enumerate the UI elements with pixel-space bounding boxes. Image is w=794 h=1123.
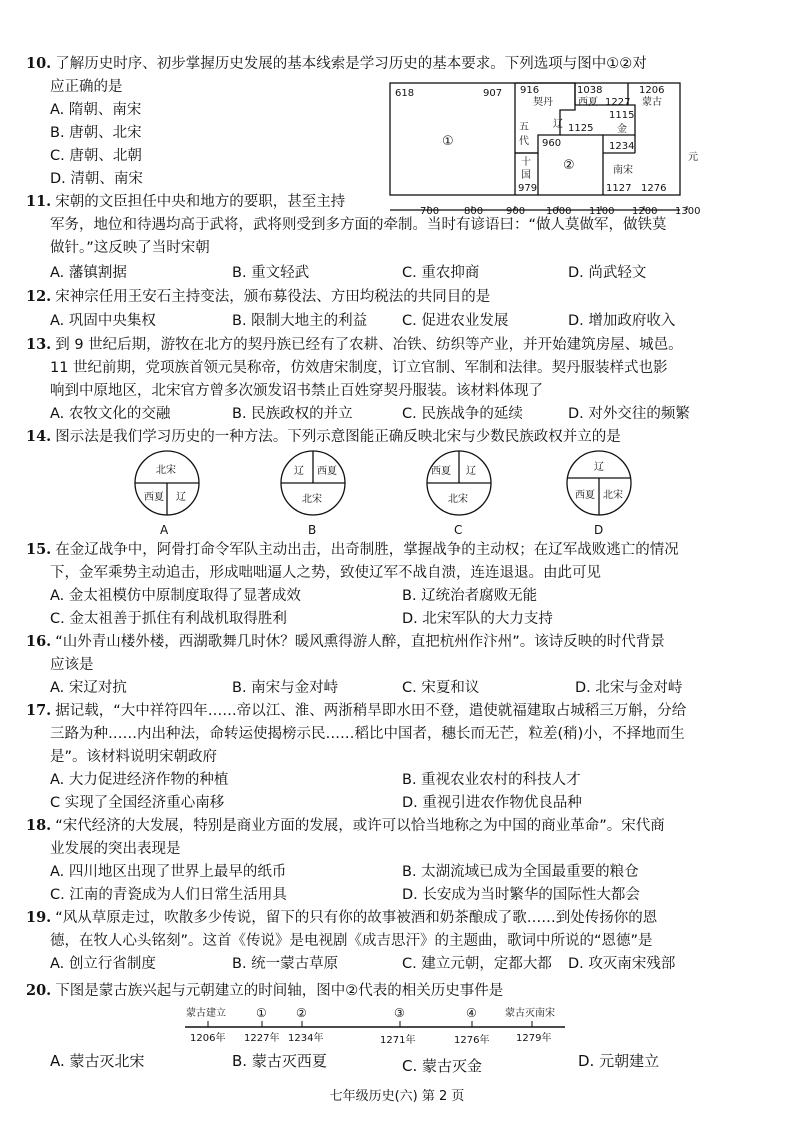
q12-option-b: B. 限制大地主的利益 <box>232 313 368 329</box>
q17-number: 17. <box>26 702 52 719</box>
chart-label-960: 960 <box>542 138 562 149</box>
q17-stem-line1 <box>26 700 686 722</box>
q16-stem-line2: 应该是 <box>50 657 94 673</box>
q11-number: 11. <box>26 193 52 210</box>
chart-label-shi: 十 <box>521 157 531 168</box>
q19-stem-line2: 德，在牧人心头铭刻”。这首《传说》是电视剧《成吉思汗》的主题曲，歌词中所说的“恩德”是 <box>50 933 653 949</box>
q14-stem1: 图示法是我们学习历史的一种方法。下列示意图能正确反映北宋与少数民族政权并立的是 <box>55 429 621 445</box>
q10-number: 10. <box>26 55 52 72</box>
q10-option-a: A. 隋朝、南宋 <box>50 102 142 118</box>
q15-option-b: B. 辽统治者腐败无能 <box>402 588 538 604</box>
q19-number: 19. <box>26 909 52 926</box>
timeline-top-2: ② <box>296 1006 307 1020</box>
chart-label-1234: 1234 <box>609 141 635 152</box>
q17-option-c: C 实现了全国经济重心南移 <box>50 795 225 811</box>
chart-label-menggu: 蒙古 <box>642 97 662 108</box>
q20-stem-line1 <box>26 980 503 1002</box>
q11-option-d: D. 尚武轻文 <box>568 265 647 281</box>
q17-option-d: D. 重视引进农作物优良品种 <box>402 795 582 811</box>
q18-stem-line2: 业发展的突出表现是 <box>50 841 181 857</box>
q19-option-a: A. 创立行省制度 <box>50 956 156 972</box>
timeline-year-1276: 1276年 <box>454 1035 490 1046</box>
diagram-b-bottom: 北宋 <box>302 494 322 505</box>
axis-tick-1300: 1300 <box>675 206 701 217</box>
timeline-year-1227: 1227年 <box>244 1033 280 1044</box>
q20-option-d: D. 元朝建立 <box>578 1052 660 1070</box>
chart-label-circle-1: ① <box>442 134 454 149</box>
q10-stem1: 了解历史时序、初步掌握历史发展的基本线索是学习历史的基本要求。下列选项与图中①②对 <box>55 56 647 72</box>
diagram-d-top: 辽 <box>594 462 604 473</box>
q11-stem1: 宋朝的文臣担任中央和地方的要职，甚至主持 <box>55 194 346 210</box>
diagram-a-bottom-right: 辽 <box>176 492 186 503</box>
q15-stem-line2: 下，金军乘势主动追击，形成咄咄逼人之势，致使辽军不战自溃，连连退退。由此可见 <box>50 565 601 581</box>
diagram-c-letter: C <box>454 523 463 537</box>
q14-diagrams <box>120 448 660 540</box>
timeline-year-1206: 1206年 <box>190 1033 226 1044</box>
timeline-top-mongol-destroys-song: 蒙古灭南宋 <box>505 1008 555 1019</box>
q18-option-c: C. 江南的青瓷成为人们日常生活用具 <box>50 887 287 903</box>
q17-stem-line3: 是”。该材料说明宋朝政府 <box>50 749 218 765</box>
q14-stem-line1 <box>26 426 621 448</box>
q20-option-c: C. 蒙古灭金 <box>402 1057 483 1075</box>
q16-option-c: C. 宋夏和议 <box>402 680 480 696</box>
chart-label-liao: 辽 <box>553 119 563 130</box>
q12-option-c: C. 促进农业发展 <box>402 313 509 329</box>
timeline-year-1271: 1271年 <box>380 1035 416 1046</box>
timeline-year-1234: 1234年 <box>288 1033 324 1044</box>
q17-stem-line2: 三路为种……内出种法，命转运使揭榜示民……稻比中国者，穗长而无芒，粒差(稍)小，不择地而生 <box>50 726 685 742</box>
q16-stem-line1 <box>26 631 665 653</box>
chart-label-618: 618 <box>395 88 415 99</box>
axis-tick-1200: 1200 <box>632 206 658 217</box>
q10-dynasty-chart <box>385 80 710 220</box>
q13-option-a: A. 农牧文化的交融 <box>50 406 171 422</box>
q18-stem-line1 <box>26 815 665 837</box>
timeline-top-mongol-founded: 蒙古建立 <box>186 1008 226 1019</box>
q12-number: 12. <box>26 288 52 305</box>
diagram-c-top-right: 辽 <box>466 466 476 477</box>
q15-stem1: 在金辽战争中，阿骨打命令军队主动出击，出奇制胜，掌握战争的主动权；在辽军战败逃亡的情况 <box>55 542 679 558</box>
q17-stem1: 据记载，“大中祥符四年……帝以江、淮、两浙稍旱即水田不登，遣使就福建取占城稻三万斛，分给 <box>55 703 687 719</box>
page-footer: 七年级历史(六) 第 2 页 <box>329 1089 465 1104</box>
q12-option-a: A. 巩固中央集权 <box>50 313 156 329</box>
q14-number: 14. <box>26 428 52 445</box>
diagram-b-top-left: 辽 <box>294 466 304 477</box>
q19-option-d: D. 攻灭南宋残部 <box>568 956 676 972</box>
axis-tick-700: 700 <box>420 206 440 217</box>
q11-stem-line3: 做针。”这反映了当时宋朝 <box>50 240 210 256</box>
diagram-d-bottom-right: 北宋 <box>603 490 623 501</box>
q18-option-a: A. 四川地区出现了世界上最早的纸币 <box>50 864 287 880</box>
chart-label-1125: 1125 <box>568 123 594 134</box>
chart-label-907: 907 <box>483 88 503 99</box>
chart-label-1127: 1127 <box>606 183 632 194</box>
q15-option-c: C. 金太祖善于抓住有利战机取得胜利 <box>50 611 287 627</box>
diagram-c-top-left: 西夏 <box>431 466 451 477</box>
q19-stem1: “风从草原走过，吹散多少传说，留下的只有你的故事被酒和奶茶酿成了歌……到处传扬你的恩 <box>55 910 658 926</box>
chart-label-916: 916 <box>520 85 540 96</box>
q11-option-a: A. 藩镇割据 <box>50 265 127 281</box>
q20-option-b: B. 蒙古灭西夏 <box>232 1052 327 1070</box>
chart-label-1276: 1276 <box>641 183 667 194</box>
q17-option-a: A. 大力促进经济作物的种植 <box>50 772 229 788</box>
diagram-c-bottom: 北宋 <box>448 494 468 505</box>
timeline-year-1279: 1279年 <box>516 1033 552 1044</box>
q10-option-d: D. 清朝、南宋 <box>50 171 143 187</box>
q15-stem-line1 <box>26 539 679 561</box>
chart-label-dai: 代 <box>519 136 529 147</box>
diagram-b-top-right: 西夏 <box>317 466 337 477</box>
chart-label-nansong: 南宋 <box>613 165 633 176</box>
q16-option-d: D. 北宋与金对峙 <box>575 680 683 696</box>
diagram-b-letter: B <box>308 523 317 537</box>
timeline-top-3: ③ <box>394 1006 405 1020</box>
diagram-d-letter: D <box>594 523 604 537</box>
q13-number: 13. <box>26 336 52 353</box>
q13-stem-line2: 11 世纪前期，党项族首领元昊称帝，仿效唐宋制度，订立官制、军制和法律。契丹服装样式也影 <box>50 360 668 376</box>
chart-label-979: 979 <box>518 183 538 194</box>
chart-label-1115: 1115 <box>609 110 635 121</box>
chart-label-1227: 1227 <box>605 97 631 108</box>
q18-stem1: “宋代经济的大发展，特别是商业方面的发展，或许可以恰当地称之为中国的商业革命”。宋代商 <box>55 818 665 834</box>
q12-stem1: 宋神宗任用王安石主持变法，颁布募役法、方田均税法的共同目的是 <box>55 289 491 305</box>
q17-option-b: B. 重视农业农村的科技人才 <box>402 772 581 788</box>
q20-timeline <box>180 1003 570 1051</box>
chart-label-jin: 金 <box>617 124 627 135</box>
q15-number: 15. <box>26 541 52 558</box>
q19-stem-line1 <box>26 907 657 929</box>
q20-number: 20. <box>26 982 52 999</box>
axis-tick-1100: 1100 <box>589 206 615 217</box>
chart-label-yuan: 元 <box>688 152 698 163</box>
diagram-a-top: 北宋 <box>156 465 176 476</box>
q16-option-a: A. 宋辽对抗 <box>50 680 127 696</box>
axis-tick-800: 800 <box>464 206 484 217</box>
axis-tick-900: 900 <box>506 206 526 217</box>
q13-option-c: C. 民族战争的延续 <box>402 406 523 422</box>
q15-option-d: D. 北宋军队的大力支持 <box>402 611 553 627</box>
q11-stem-line2: 军务，地位和待遇均高于武将，武将则受到多方面的牵制。当时有谚语曰：“做人莫做军，做铁莫 <box>50 217 667 233</box>
q13-stem1: 到 9 世纪后期，游牧在北方的契丹族已经有了农耕、冶铁、纺织等产业，并开始建筑房屋、城邑。 <box>55 337 683 353</box>
q11-stem-line1 <box>26 191 345 213</box>
q19-option-b: B. 统一蒙古草原 <box>232 956 339 972</box>
q10-option-b: B. 唐朝、北宋 <box>50 125 142 141</box>
q12-option-d: D. 增加政府收入 <box>568 313 676 329</box>
q18-number: 18. <box>26 817 52 834</box>
q16-option-b: B. 南宋与金对峙 <box>232 680 339 696</box>
q20-stem1: 下图是蒙古族兴起与元朝建立的时间轴，图中②代表的相关历史事件是 <box>55 983 504 999</box>
diagram-a-bottom-left: 西夏 <box>144 492 164 503</box>
q18-option-d: D. 长安成为当时繁华的国际性大都会 <box>402 887 640 903</box>
timeline-top-4: ④ <box>466 1006 477 1020</box>
diagram-d-bottom-left: 西夏 <box>575 490 595 501</box>
chart-label-guo: 国 <box>521 170 531 181</box>
q11-option-b: B. 重文轻武 <box>232 265 310 281</box>
chart-label-circle-2: ② <box>563 158 575 173</box>
diagram-a-letter: A <box>160 523 169 537</box>
q10-stem-line2: 应正确的是 <box>50 79 123 95</box>
q16-stem1: “山外青山楼外楼，西湖歌舞几时休？暖风熏得游人醉，直把杭州作汴州”。该诗反映的时代背景 <box>55 634 665 650</box>
chart-label-wu: 五 <box>519 122 529 133</box>
chart-label-1038: 1038 <box>577 85 603 96</box>
q13-option-d: D. 对外交往的频繁 <box>568 406 690 422</box>
q11-option-c: C. 重农抑商 <box>402 265 480 281</box>
q13-stem-line3: 响到中原地区，北宋官方曾多次颁发诏书禁止百姓穿契丹服装。该材料体现了 <box>50 383 543 399</box>
q20-option-a: A. 蒙古灭北宋 <box>50 1052 145 1070</box>
q10-stem-line1 <box>26 53 647 75</box>
q18-option-b: B. 太湖流域已成为全国最重要的粮仓 <box>402 864 639 880</box>
chart-label-xixia: 西夏 <box>578 97 598 108</box>
chart-label-qidan: 契丹 <box>533 97 553 108</box>
q10-option-c: C. 唐朝、北朝 <box>50 148 142 164</box>
chart-label-1206: 1206 <box>639 85 665 96</box>
q13-option-b: B. 民族政权的并立 <box>232 406 353 422</box>
q13-stem-line1 <box>26 334 683 356</box>
q19-option-c: C. 建立元朝，定都大都 <box>402 956 552 972</box>
q12-stem-line1 <box>26 286 490 308</box>
q16-number: 16. <box>26 633 52 650</box>
axis-tick-1000: 1000 <box>546 206 572 217</box>
q15-option-a: A. 金太祖模仿中原制度取得了显著成效 <box>50 588 301 604</box>
timeline-top-1: ① <box>256 1006 267 1020</box>
